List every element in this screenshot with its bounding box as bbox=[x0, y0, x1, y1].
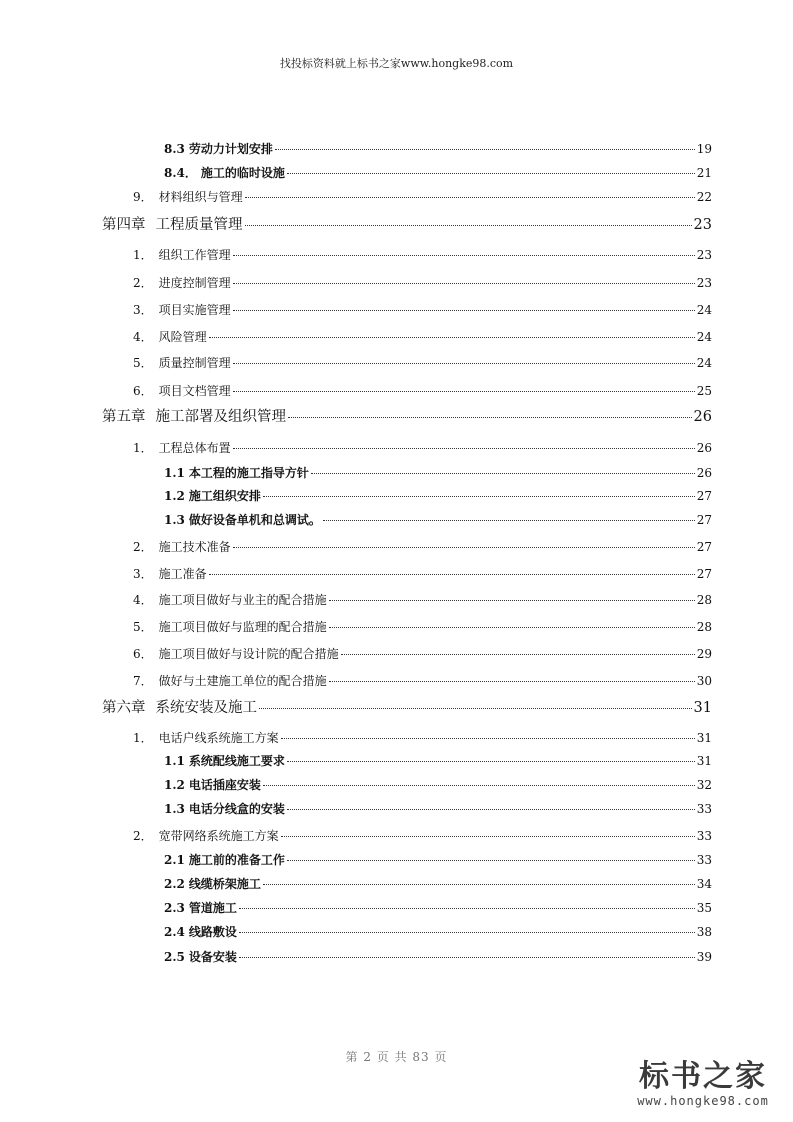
toc-entry-page: 27 bbox=[696, 489, 712, 503]
toc-entry[interactable] bbox=[133, 538, 712, 555]
toc-leader-dots bbox=[288, 417, 692, 418]
toc-entry-title: 施工组织安排 bbox=[188, 489, 261, 503]
toc-entry-page: 21 bbox=[696, 166, 712, 180]
toc-entry-number: 8.4． bbox=[164, 166, 197, 180]
toc-entry-number: 2.4 bbox=[164, 925, 185, 939]
page-header: 找投标资料就上标书之家www.hongke98.com bbox=[279, 57, 514, 70]
toc-entry-page: 26 bbox=[696, 466, 712, 480]
toc-entry-title: 施工项目做好与设计院的配合措施 bbox=[158, 647, 339, 661]
toc-leader-dots bbox=[233, 283, 695, 284]
toc-leader-dots bbox=[329, 600, 695, 601]
toc-entry-number: 8.3 bbox=[164, 142, 185, 156]
toc-entry-number: 2． bbox=[133, 540, 153, 554]
toc-entry-title: 施工项目做好与业主的配合措施 bbox=[158, 593, 327, 607]
toc-entry[interactable] bbox=[133, 301, 712, 318]
toc-entry-number: 7． bbox=[133, 674, 153, 688]
toc-entry-title: 线缆桥架施工 bbox=[188, 877, 261, 891]
toc-entry-number: 3． bbox=[133, 303, 153, 317]
toc-entry[interactable] bbox=[102, 696, 712, 717]
logo-url: www.hongke98.com bbox=[637, 1094, 769, 1108]
toc-leader-dots bbox=[287, 761, 695, 762]
toc-entry-page: 30 bbox=[696, 674, 712, 688]
toc-entry-number: 2.2 bbox=[164, 877, 185, 891]
toc-entry-number: 5． bbox=[133, 620, 153, 634]
toc-leader-dots bbox=[311, 473, 695, 474]
toc-leader-dots bbox=[233, 448, 695, 449]
toc-leader-dots bbox=[239, 957, 695, 958]
toc-entry-number: 1.3 bbox=[164, 513, 185, 527]
toc-entry-page: 33 bbox=[696, 802, 712, 816]
toc-entry-number: 3． bbox=[133, 567, 153, 581]
toc-entry-number: 4． bbox=[133, 593, 153, 607]
toc-leader-dots bbox=[263, 785, 695, 786]
toc-leader-dots bbox=[245, 225, 692, 226]
toc-entry[interactable] bbox=[102, 405, 712, 426]
toc-entry[interactable] bbox=[133, 827, 712, 844]
toc-entry-page: 34 bbox=[696, 877, 712, 891]
toc-entry-number: 1.2 bbox=[164, 778, 185, 792]
toc-entry-title: 线路敷设 bbox=[188, 925, 237, 939]
toc-leader-dots bbox=[281, 738, 695, 739]
toc-entry-page: 33 bbox=[696, 829, 712, 843]
toc-entry-title: 劳动力计划安排 bbox=[188, 142, 273, 156]
toc-entry[interactable] bbox=[133, 354, 712, 371]
toc-entry-title: 设备安装 bbox=[188, 950, 237, 964]
toc-entry-number: 1.2 bbox=[164, 489, 185, 503]
toc-entry-number: 1.3 bbox=[164, 802, 185, 816]
toc-entry-title: 项目文档管理 bbox=[158, 384, 231, 398]
toc-leader-dots bbox=[233, 310, 695, 311]
toc-entry-number: 第五章 bbox=[102, 409, 146, 425]
toc-entry-title: 施工技术准备 bbox=[158, 540, 231, 554]
toc-entry-number: 6． bbox=[133, 384, 153, 398]
toc-entry-number: 2.5 bbox=[164, 950, 185, 964]
toc-entry-page: 24 bbox=[696, 303, 712, 317]
toc-entry-page: 23 bbox=[696, 276, 712, 290]
toc-leader-dots bbox=[259, 708, 692, 709]
toc-leader-dots bbox=[233, 255, 695, 256]
toc-entry-title: 施工项目做好与监理的配合措施 bbox=[158, 620, 327, 634]
toc-leader-dots bbox=[263, 884, 695, 885]
toc-entry-title: 做好与土建施工单位的配合措施 bbox=[158, 674, 327, 688]
toc-entry[interactable] bbox=[133, 439, 712, 456]
toc-entry-page: 19 bbox=[696, 142, 712, 156]
toc-entry-page: 25 bbox=[696, 384, 712, 398]
toc-entry[interactable] bbox=[164, 140, 712, 157]
toc-leader-dots bbox=[263, 496, 695, 497]
toc-entry-page: 29 bbox=[696, 647, 712, 661]
toc-entry-title: 组织工作管理 bbox=[158, 248, 231, 262]
toc-leader-dots bbox=[239, 932, 695, 933]
toc-entry-page: 28 bbox=[696, 593, 712, 607]
toc-entry-page: 23 bbox=[696, 248, 712, 262]
toc-entry-number: 2． bbox=[133, 829, 153, 843]
toc-entry-page: 38 bbox=[696, 925, 712, 939]
toc-entry-title: 质量控制管理 bbox=[158, 356, 231, 370]
toc-entry[interactable] bbox=[164, 923, 712, 940]
toc-entry[interactable] bbox=[164, 164, 712, 181]
toc-entry-page: 33 bbox=[696, 853, 712, 867]
toc-entry[interactable] bbox=[133, 328, 712, 345]
toc-entry-number: 2． bbox=[133, 276, 153, 290]
toc-leader-dots bbox=[341, 654, 695, 655]
toc-entry[interactable] bbox=[133, 729, 712, 746]
toc-entry[interactable] bbox=[164, 776, 712, 793]
toc-leader-dots bbox=[329, 681, 695, 682]
toc-entry-page: 27 bbox=[696, 540, 712, 554]
toc-entry[interactable] bbox=[164, 875, 712, 892]
toc-entry-title: 电话插座安装 bbox=[188, 778, 261, 792]
toc-entry-title: 本工程的施工指导方针 bbox=[188, 466, 309, 480]
toc-entry[interactable] bbox=[164, 464, 712, 481]
toc-leader-dots bbox=[233, 363, 695, 364]
toc-entry-number: 9． bbox=[133, 190, 153, 204]
toc-entry-page: 31 bbox=[693, 700, 712, 716]
toc-entry-page: 26 bbox=[693, 409, 712, 425]
toc-entry[interactable] bbox=[133, 246, 712, 263]
toc-entry-number: 2.3 bbox=[164, 901, 185, 915]
toc-entry-number: 1． bbox=[133, 441, 153, 455]
toc-entry-page: 24 bbox=[696, 330, 712, 344]
toc-leader-dots bbox=[287, 809, 695, 810]
toc-entry[interactable] bbox=[164, 899, 712, 916]
toc-entry-page: 31 bbox=[696, 754, 712, 768]
toc-entry-page: 27 bbox=[696, 513, 712, 527]
toc-leader-dots bbox=[209, 574, 695, 575]
toc-entry-number: 5． bbox=[133, 356, 153, 370]
toc-leader-dots bbox=[239, 908, 695, 909]
toc-leader-dots bbox=[323, 520, 695, 521]
toc-entry[interactable] bbox=[133, 591, 712, 608]
toc-entry-page: 32 bbox=[696, 778, 712, 792]
toc-entry-title: 施工前的准备工作 bbox=[188, 853, 285, 867]
toc-entry-title: 项目实施管理 bbox=[158, 303, 231, 317]
toc-entry[interactable] bbox=[133, 382, 712, 399]
toc-entry-number: 1.1 bbox=[164, 466, 185, 480]
toc-leader-dots bbox=[209, 337, 695, 338]
toc-entry[interactable] bbox=[164, 752, 712, 769]
toc-entry-number: 第四章 bbox=[102, 217, 146, 233]
toc-entry-title: 材料组织与管理 bbox=[158, 190, 243, 204]
toc-entry[interactable] bbox=[164, 487, 712, 504]
toc-entry-title: 工程质量管理 bbox=[155, 217, 243, 233]
toc-leader-dots bbox=[287, 173, 695, 174]
toc-entry-number: 1.1 bbox=[164, 754, 185, 768]
toc-leader-dots bbox=[287, 860, 695, 861]
toc-entry-page: 28 bbox=[696, 620, 712, 634]
toc-leader-dots bbox=[233, 547, 695, 548]
toc-entry-page: 23 bbox=[693, 217, 712, 233]
toc-entry[interactable] bbox=[102, 213, 712, 234]
toc-leader-dots bbox=[275, 149, 695, 150]
toc-leader-dots bbox=[233, 391, 695, 392]
toc-entry-number: 2.1 bbox=[164, 853, 185, 867]
toc-entry-number: 第六章 bbox=[102, 700, 146, 716]
toc-entry-title: 施工部署及组织管理 bbox=[155, 409, 286, 425]
toc-entry-page: 39 bbox=[696, 950, 712, 964]
toc-entry-number: 4． bbox=[133, 330, 153, 344]
toc-entry-page: 35 bbox=[696, 901, 712, 915]
toc-entry-title: 电话分线盒的安装 bbox=[188, 802, 285, 816]
toc-entry-page: 26 bbox=[696, 441, 712, 455]
toc-entry-title: 系统安装及施工 bbox=[155, 700, 257, 716]
toc-entry[interactable] bbox=[164, 948, 712, 965]
toc-entry-number: 1． bbox=[133, 248, 153, 262]
toc-entry-page: 27 bbox=[696, 567, 712, 581]
toc-entry-page: 22 bbox=[696, 190, 712, 204]
toc-entry-title: 工程总体布置 bbox=[158, 441, 231, 455]
logo-title: 标书之家 bbox=[639, 1059, 767, 1094]
toc-entry-number: 6． bbox=[133, 647, 153, 661]
toc-entry[interactable] bbox=[133, 274, 712, 291]
toc-entry[interactable] bbox=[133, 618, 712, 635]
toc-entry-title: 做好设备单机和总调试。 bbox=[188, 513, 321, 527]
toc-entry[interactable] bbox=[133, 672, 712, 689]
toc-leader-dots bbox=[329, 627, 695, 628]
toc-entry-title: 风险管理 bbox=[158, 330, 207, 344]
toc-entry-page: 31 bbox=[696, 731, 712, 745]
toc-entry-page: 24 bbox=[696, 356, 712, 370]
toc-entry-number: 1． bbox=[133, 731, 153, 745]
toc-entry-title: 系统配线施工要求 bbox=[188, 754, 285, 768]
toc-entry[interactable] bbox=[133, 565, 712, 582]
toc-entry-title: 施工的临时设施 bbox=[200, 166, 285, 180]
toc-entry[interactable] bbox=[164, 511, 712, 528]
toc-entry-title: 电话户线系统施工方案 bbox=[158, 731, 279, 745]
page-footer: 第 2 页 共 83 页 bbox=[345, 1050, 448, 1064]
toc-entry-title: 施工准备 bbox=[158, 567, 207, 581]
toc-entry[interactable] bbox=[133, 188, 712, 205]
toc-entry-title: 宽带网络系统施工方案 bbox=[158, 829, 279, 843]
toc-entry-title: 进度控制管理 bbox=[158, 276, 231, 290]
toc-entry[interactable] bbox=[164, 851, 712, 868]
toc-leader-dots bbox=[245, 197, 695, 198]
toc-entry-title: 管道施工 bbox=[188, 901, 237, 915]
brand-logo bbox=[623, 1060, 783, 1108]
toc-entry[interactable] bbox=[164, 800, 712, 817]
toc-leader-dots bbox=[281, 836, 695, 837]
toc-entry[interactable] bbox=[133, 645, 712, 662]
